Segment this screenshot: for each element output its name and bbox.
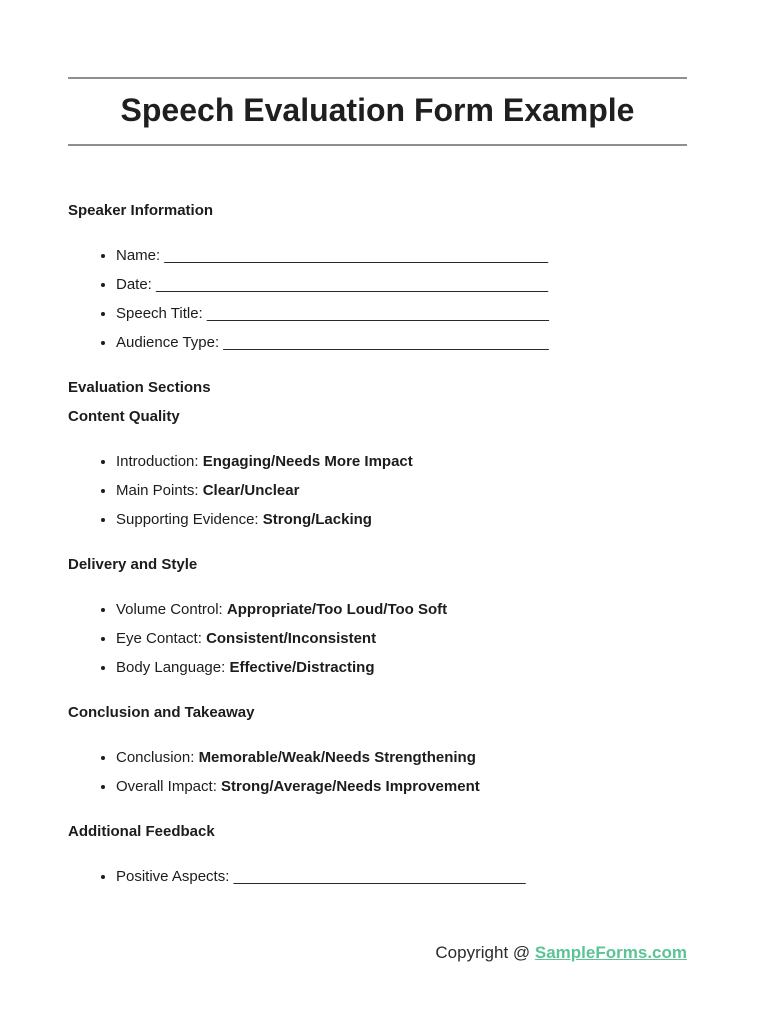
list-item-overall-impact bbox=[116, 772, 687, 801]
section-heading-additional-feedback: Additional Feedback bbox=[68, 823, 215, 840]
footer bbox=[68, 943, 687, 963]
page-title: Speech Evaluation Form Example bbox=[120, 92, 635, 128]
section-heading-evaluation-sections: Evaluation Sections bbox=[68, 379, 211, 396]
fill-in-line: ______________________________________________ bbox=[164, 247, 549, 264]
field-label: Supporting Evidence: bbox=[116, 511, 259, 528]
field-label: Main Points: bbox=[116, 482, 199, 499]
field-options: Strong/Average/Needs Improvement bbox=[221, 778, 480, 795]
list-item-speech-title bbox=[116, 299, 687, 328]
list-item-name bbox=[116, 241, 687, 270]
list-item-body-language bbox=[116, 653, 687, 682]
sampleforms-link[interactable]: SampleForms.com bbox=[534, 943, 687, 962]
field-label: Speech Title: bbox=[116, 305, 203, 322]
field-label: Audience Type: bbox=[116, 334, 220, 351]
field-label: Body Language: bbox=[116, 659, 226, 676]
field-options: Strong/Lacking bbox=[262, 511, 372, 528]
list-item-eye-contact bbox=[116, 624, 687, 653]
field-options: Memorable/Weak/Needs Strengthening bbox=[198, 749, 476, 766]
field-label: Introduction: bbox=[116, 453, 199, 470]
field-label: Conclusion: bbox=[116, 749, 195, 766]
content-quality-list bbox=[68, 447, 687, 534]
field-options: Consistent/Inconsistent bbox=[206, 630, 377, 647]
field-label: Eye Contact: bbox=[116, 630, 202, 647]
fill-in-line: _______________________________________ bbox=[223, 334, 549, 351]
speaker-information-list bbox=[68, 241, 687, 357]
list-item-volume-control bbox=[116, 595, 687, 624]
conclusion-and-takeaway-list bbox=[68, 743, 687, 801]
delivery-and-style-list bbox=[68, 595, 687, 682]
fill-in-line: ___________________________________ bbox=[233, 868, 526, 885]
additional-feedback-list bbox=[68, 862, 687, 891]
copyright-text: Copyright @ bbox=[435, 943, 531, 962]
field-label: Date: bbox=[116, 276, 152, 293]
list-item-conclusion bbox=[116, 743, 687, 772]
fill-in-line: _________________________________________ bbox=[206, 305, 549, 322]
section-heading-delivery-and-style: Delivery and Style bbox=[68, 556, 198, 573]
field-label: Positive Aspects: bbox=[116, 868, 230, 885]
fill-in-line: _______________________________________________ bbox=[156, 276, 549, 293]
list-item-main-points bbox=[116, 476, 687, 505]
field-options: Clear/Unclear bbox=[202, 482, 300, 499]
field-options: Engaging/Needs More Impact bbox=[202, 453, 413, 470]
list-item-date bbox=[116, 270, 687, 299]
list-item-audience-type bbox=[116, 328, 687, 357]
field-label: Volume Control: bbox=[116, 601, 223, 618]
list-item-supporting-evidence bbox=[116, 505, 687, 534]
document-title-block bbox=[68, 77, 687, 146]
section-heading-speaker-information: Speaker Information bbox=[68, 202, 214, 219]
list-item-introduction bbox=[116, 447, 687, 476]
field-options: Appropriate/Too Loud/Too Soft bbox=[226, 601, 448, 618]
section-heading-conclusion-and-takeaway: Conclusion and Takeaway bbox=[68, 704, 255, 721]
list-item-positive-aspects bbox=[116, 862, 687, 891]
field-label: Overall Impact: bbox=[116, 778, 217, 795]
field-options: Effective/Distracting bbox=[229, 659, 375, 676]
field-label: Name: bbox=[116, 247, 161, 264]
section-heading-content-quality: Content Quality bbox=[68, 408, 180, 425]
